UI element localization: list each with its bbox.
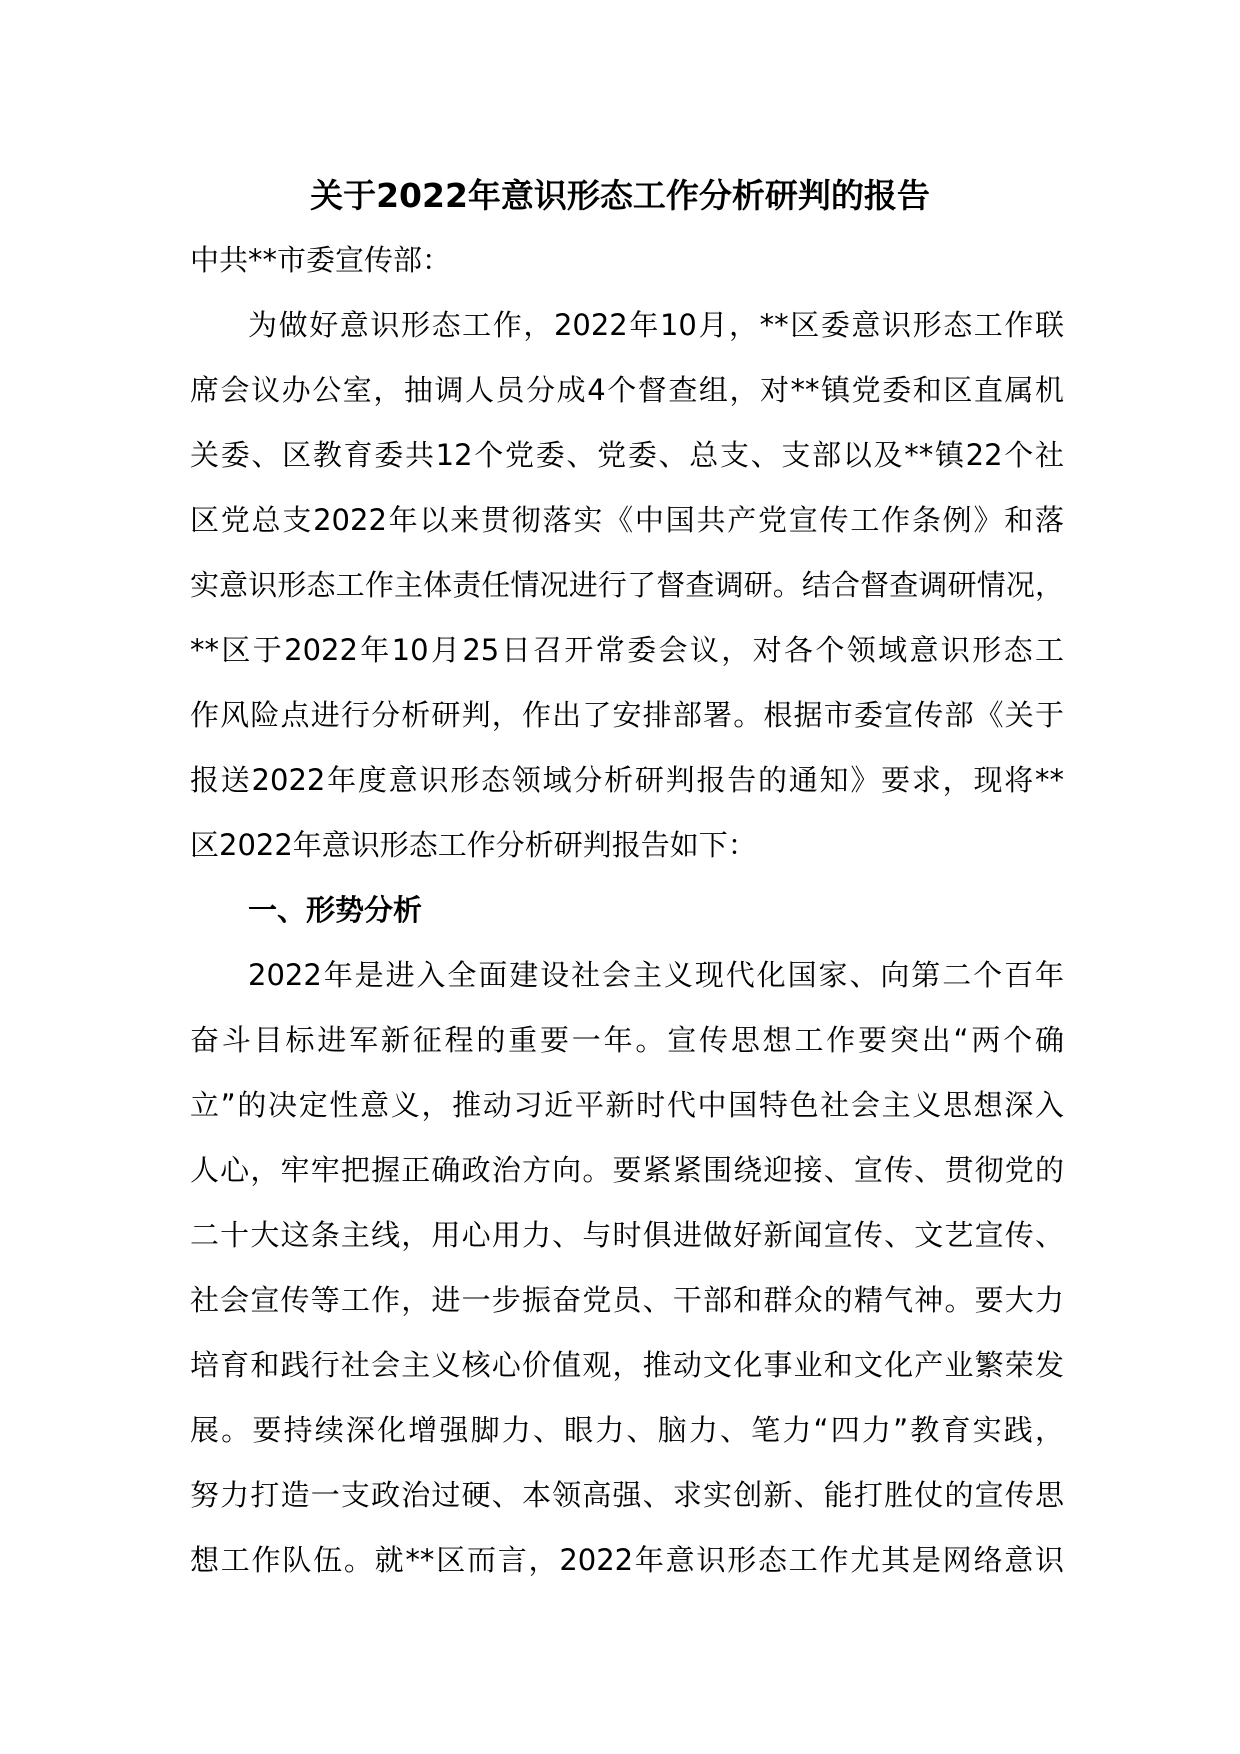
paragraph-line: 培育和践行社会主义核心价值观，推动文化事业和文化产业繁荣发 [190,1348,1064,1382]
paragraph-line: 努力打造一支政治过硬、本领高强、求实创新、能打胜仗的宣传思 [190,1478,1064,1512]
paragraph-line: 展。要持续深化增强脚力、眼力、脑力、笔力“四力”教育实践， [190,1413,1064,1447]
paragraph-line: 人心，牢牢把握正确政治方向。要紧紧围绕迎接、宣传、贯彻党的 [190,1153,1064,1187]
paragraph-line: 区党总支2022年以来贯彻落实《中国共产党宣传工作条例》和落 [190,503,1064,537]
paragraph-line: 席会议办公室，抽调人员分成4个督查组，对**镇党委和区直属机 [190,373,1064,407]
paragraph-line: 想工作队伍。就**区而言，2022年意识形态工作尤其是网络意识 [190,1543,1064,1577]
salutation: 中共**市委宣传部： [190,243,452,277]
paragraph-2 [190,943,1064,1593]
paragraph-line: 区2022年意识形态工作分析研判报告如下： [190,828,757,862]
section-heading: 一、形势分析 [248,893,423,927]
document-title: 关于2022年意识形态工作分析研判的报告 [310,176,930,215]
paragraph-line: 立”的决定性意义，推动习近平新时代中国特色社会主义思想深入 [190,1088,1064,1122]
paragraph-line: 关委、区教育委共12个党委、党委、总支、支部以及**镇22个社 [190,438,1064,472]
paragraph-1 [190,293,1064,878]
paragraph-line: 报送2022年度意识形态领域分析研判报告的通知》要求，现将** [190,763,1064,797]
paragraph-line: 奋斗目标进军新征程的重要一年。宣传思想工作要突出“两个确 [190,1023,1064,1057]
paragraph-line: 作风险点进行分析研判，作出了安排部署。根据市委宣传部《关于 [190,698,1064,732]
paragraph-line: **区于2022年10月25日召开常委会议，对各个领域意识形态工 [190,633,1064,667]
paragraph-line: 社会宣传等工作，进一步振奋党员、干部和群众的精气神。要大力 [190,1283,1064,1317]
paragraph-line: 实意识形态工作主体责任情况进行了督查调研。结合督查调研情况， [190,568,1064,602]
paragraph-line: 为做好意识形态工作，2022年10月，**区委意识形态工作联 [248,308,1064,342]
paragraph-line: 二十大这条主线，用心用力、与时俱进做好新闻宣传、文艺宣传、 [190,1218,1064,1252]
document-body [190,228,1064,1593]
paragraph-line: 2022年是进入全面建设社会主义现代化国家、向第二个百年 [248,958,1064,992]
